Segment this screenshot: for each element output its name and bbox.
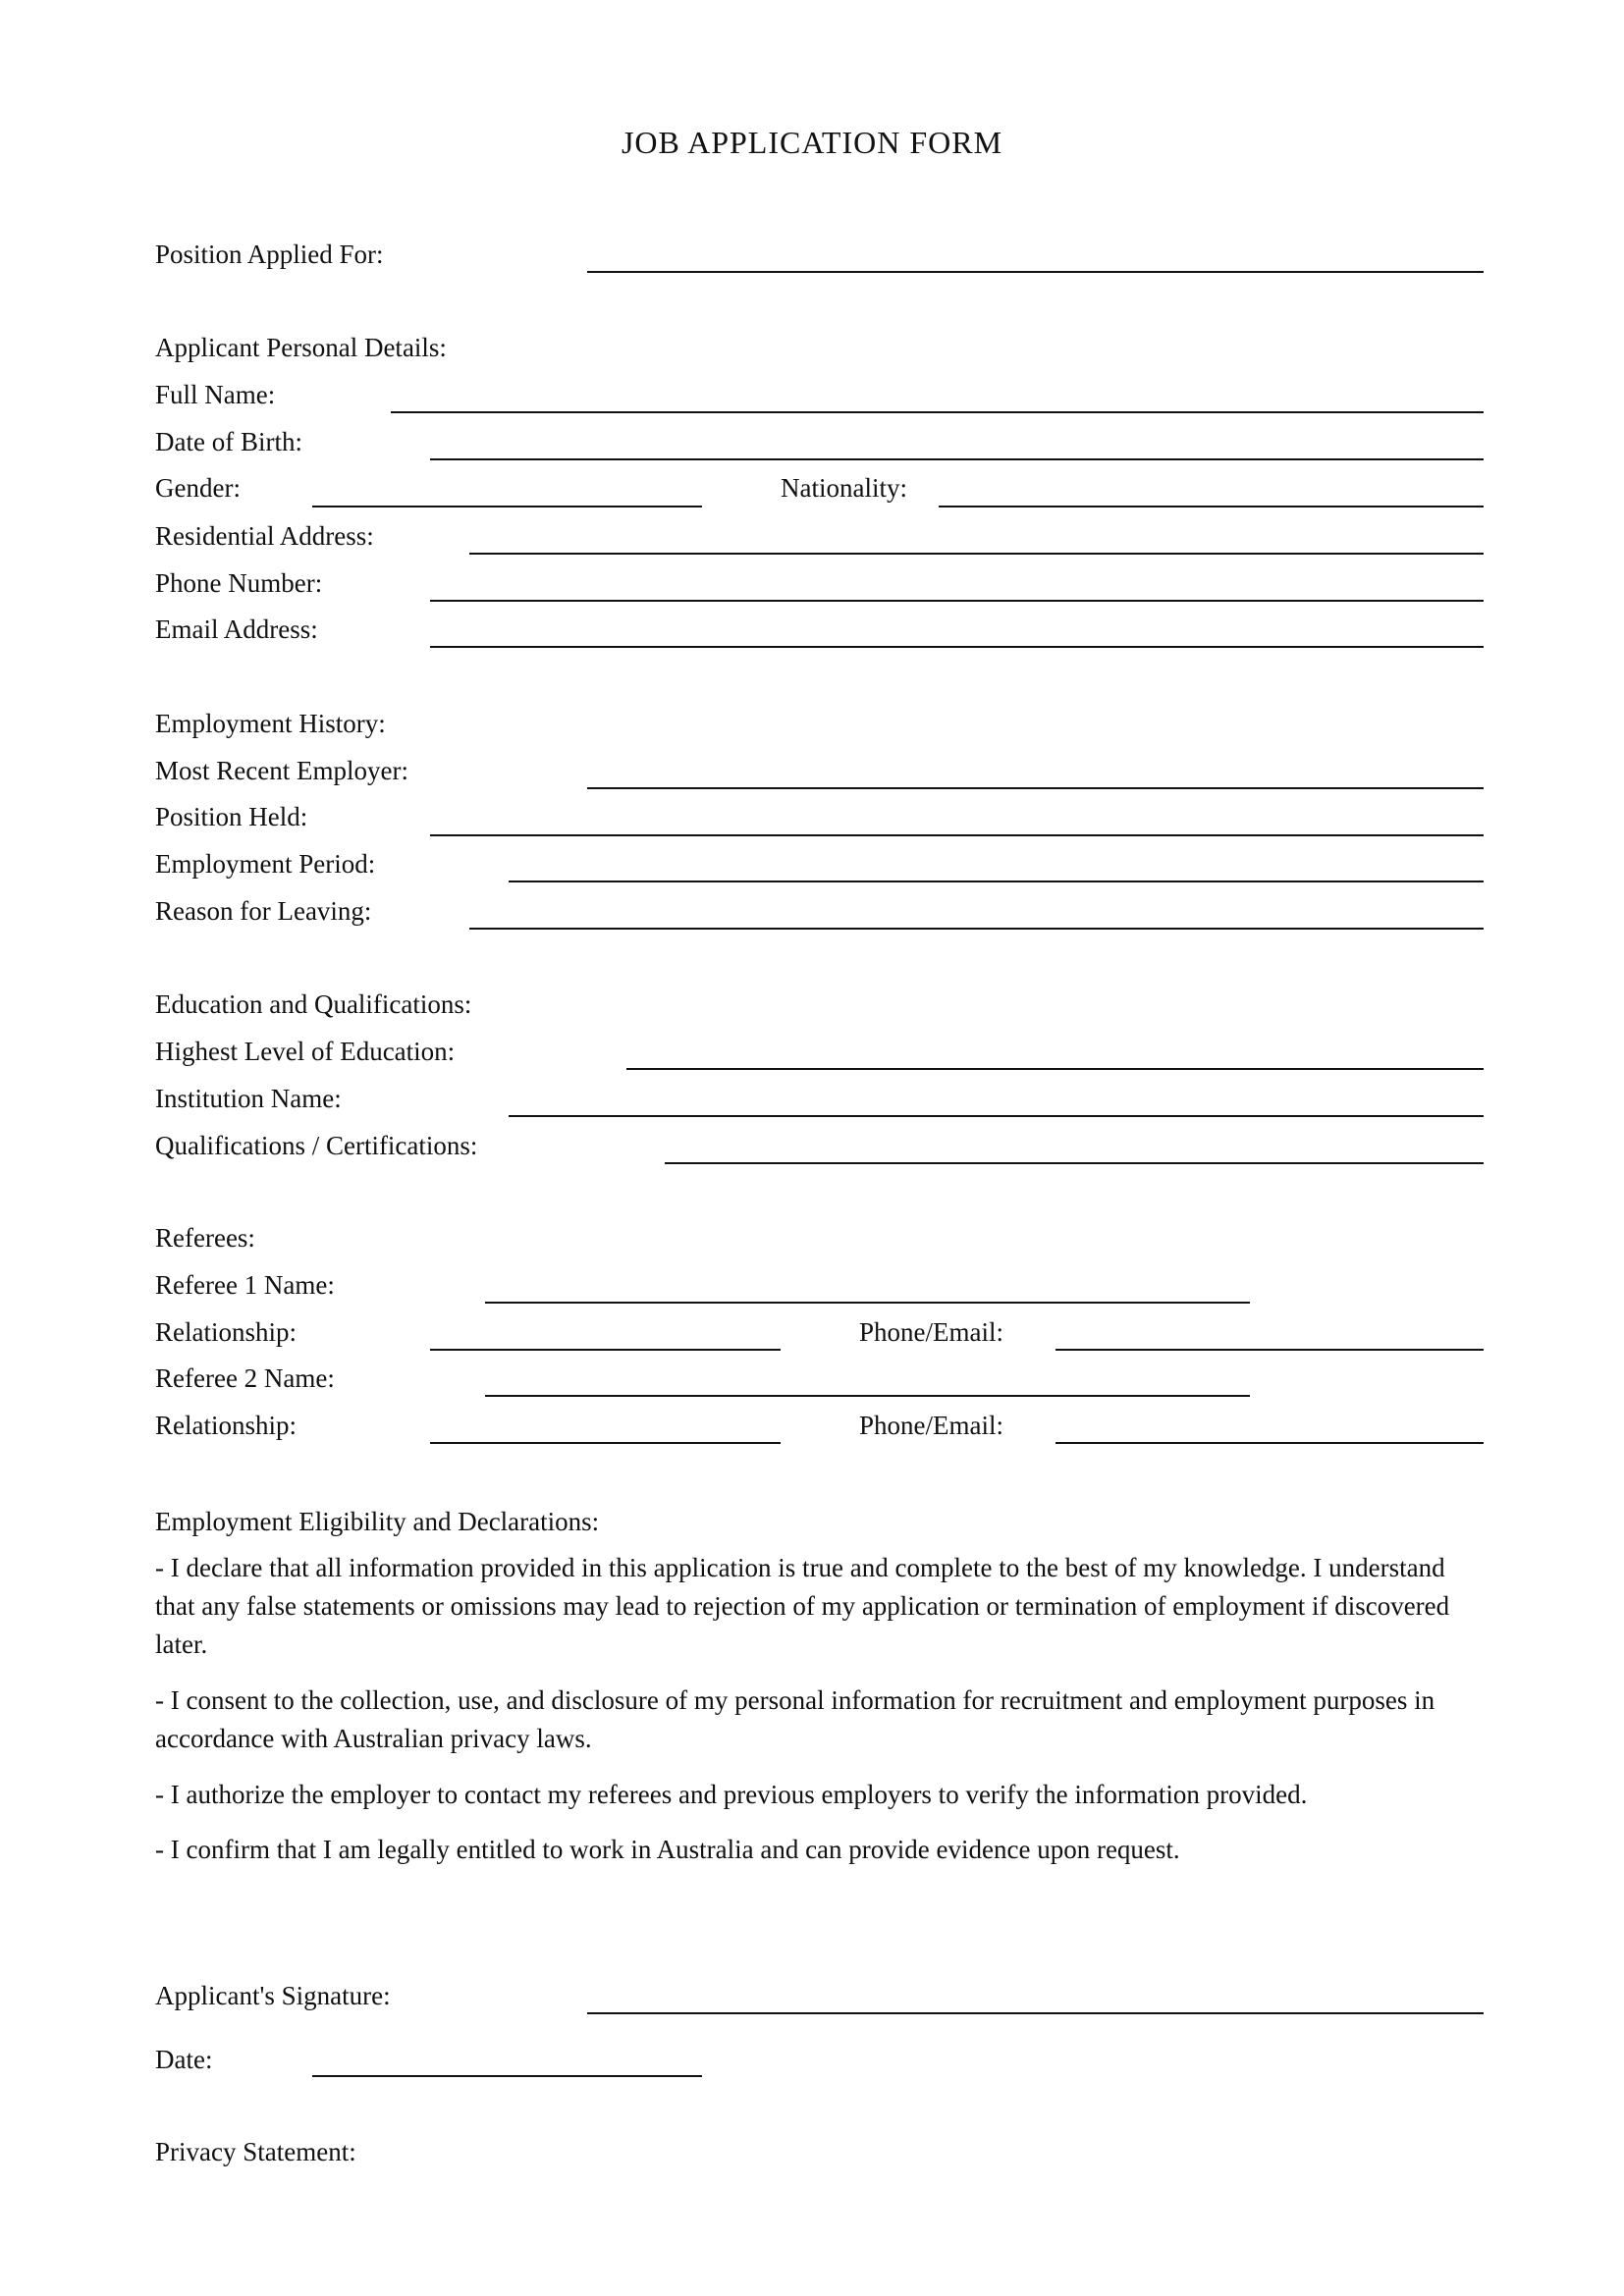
signature-field[interactable] [587, 2012, 1484, 2014]
referee1-contact-label: Phone/Email: [859, 1317, 1003, 1347]
gender-field[interactable] [312, 506, 702, 507]
employer-label: Most Recent Employer: [155, 756, 408, 785]
privacy-heading: Privacy Statement: [155, 2137, 356, 2166]
referee1-name-field[interactable] [485, 1302, 1250, 1304]
referees-heading: Referees: [155, 1223, 255, 1253]
referee1-name-label: Referee 1 Name: [155, 1270, 335, 1300]
dob-field[interactable] [430, 458, 1484, 460]
education-heading: Education and Qualifications: [155, 989, 472, 1019]
personal-heading: Applicant Personal Details: [155, 333, 447, 362]
referee1-relationship-field[interactable] [430, 1349, 781, 1351]
date-label: Date: [155, 2045, 213, 2074]
employment-heading: Employment History: [155, 709, 386, 738]
form-title: JOB APPLICATION FORM [621, 125, 1003, 160]
position-field[interactable] [587, 271, 1484, 273]
address-label: Residential Address: [155, 521, 374, 551]
referee2-contact-label: Phone/Email: [859, 1411, 1003, 1440]
full-name-field[interactable] [391, 411, 1484, 413]
referee2-contact-field[interactable] [1056, 1442, 1484, 1444]
position-held-field[interactable] [430, 834, 1484, 836]
position-held-label: Position Held: [155, 802, 308, 831]
declaration-item: - I authorize the employer to contact my referees and previous employers to verify the information provided. [155, 1780, 1308, 1809]
referee2-name-field[interactable] [485, 1395, 1250, 1397]
qualifications-field[interactable] [665, 1162, 1484, 1164]
email-field[interactable] [430, 646, 1484, 648]
period-field[interactable] [509, 881, 1484, 882]
gender-label: Gender: [155, 473, 241, 503]
declaration-item: - I declare that all information provided in this application is true and complete to the best of my knowledge. I understand that any false statements or omissions may lead to rejection of my application or termination of employment if discovered later. [155, 1553, 1450, 1659]
declaration-item: - I confirm that I am legally entitled to work in Australia and can provide evidence upon request. [155, 1835, 1180, 1864]
reason-label: Reason for Leaving: [155, 896, 372, 926]
nationality-field[interactable] [939, 506, 1484, 507]
referee2-name-label: Referee 2 Name: [155, 1363, 335, 1393]
qualifications-label: Qualifications / Certifications: [155, 1131, 478, 1160]
full-name-label: Full Name: [155, 380, 276, 409]
dob-label: Date of Birth: [155, 427, 302, 456]
referee2-relationship-label: Relationship: [155, 1411, 297, 1440]
institution-label: Institution Name: [155, 1084, 342, 1113]
position-label: Position Applied For: [155, 240, 384, 269]
referee1-contact-field[interactable] [1056, 1349, 1484, 1351]
referee1-relationship-label: Relationship: [155, 1317, 297, 1347]
nationality-label: Nationality: [781, 473, 907, 503]
institution-field[interactable] [509, 1115, 1484, 1117]
employer-field[interactable] [587, 787, 1484, 789]
address-field[interactable] [469, 553, 1484, 555]
declaration-item: - I consent to the collection, use, and disclosure of my personal information for recruitment and employment purposes in accordance with Australian privacy laws. [155, 1685, 1435, 1753]
email-label: Email Address: [155, 614, 318, 644]
signature-label: Applicant's Signature: [155, 1981, 391, 2010]
period-label: Employment Period: [155, 849, 376, 879]
referee2-relationship-field[interactable] [430, 1442, 781, 1444]
education-level-label: Highest Level of Education: [155, 1037, 456, 1066]
date-field[interactable] [312, 2075, 702, 2077]
phone-field[interactable] [430, 600, 1484, 602]
phone-label: Phone Number: [155, 568, 323, 598]
education-level-field[interactable] [626, 1068, 1484, 1070]
reason-field[interactable] [469, 928, 1484, 930]
declarations-heading: Employment Eligibility and Declarations: [155, 1507, 600, 1536]
